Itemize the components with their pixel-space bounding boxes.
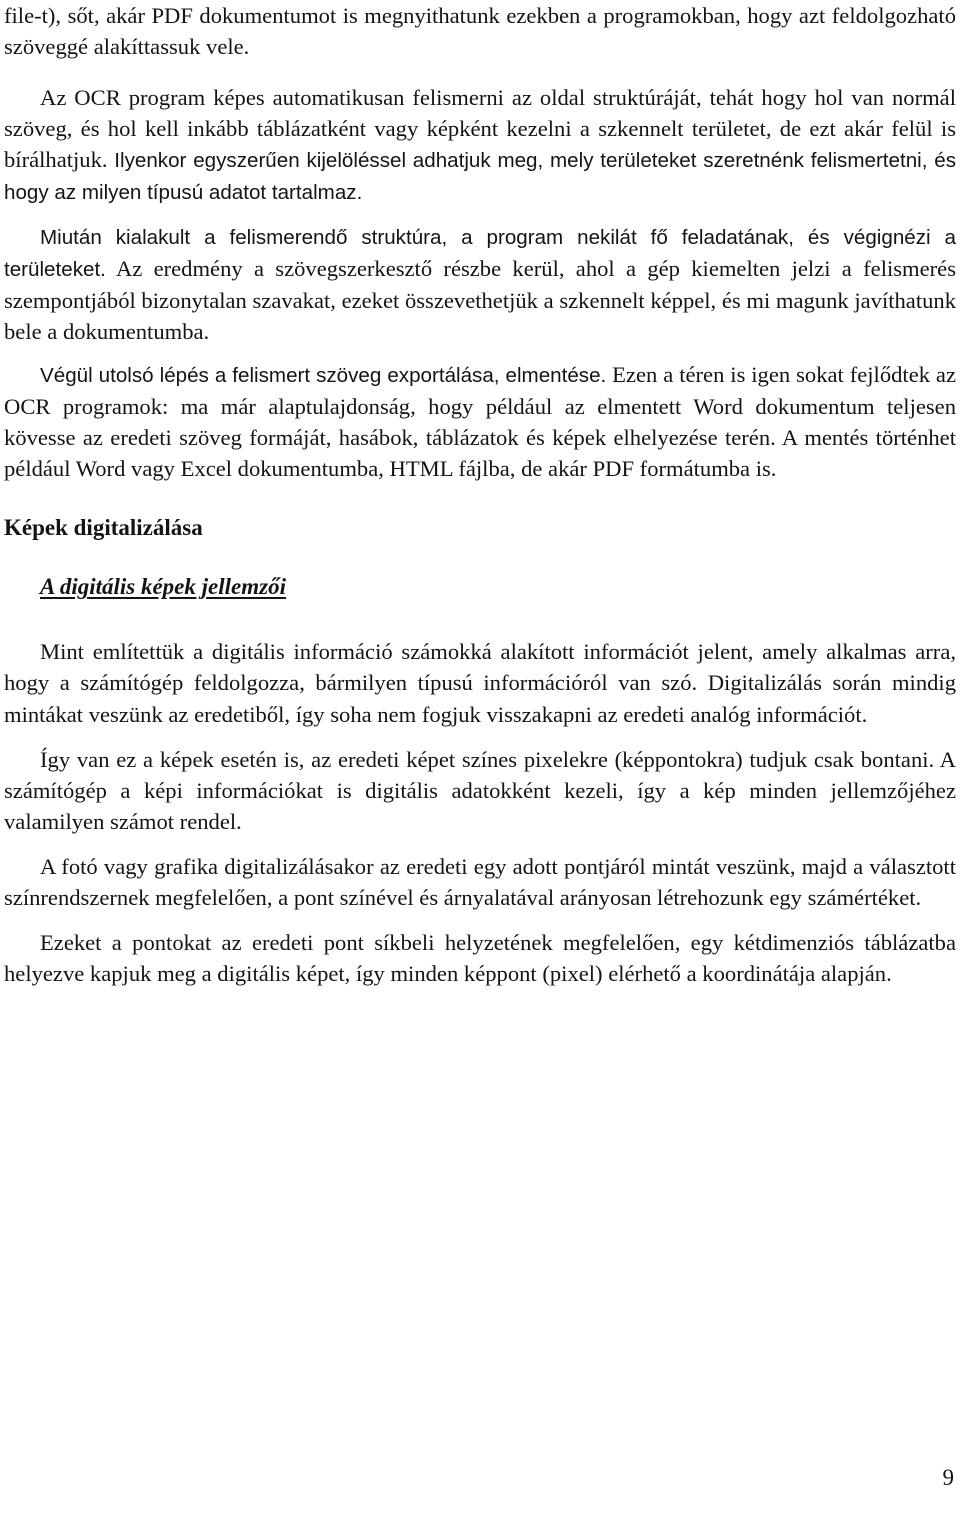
paragraph-text-sans: Ilyenkor egyszerűen kijelöléssel adhatjuk meg, mely területeket szeretnénk felismertetni, és hogy az milyen típusú adatot tartalmaz. <box>4 149 956 205</box>
paragraph-continuation <box>4 0 956 62</box>
paragraph-coordinates: Ezeket a pontokat az eredeti pont síkbeli helyzetének megfelelően, egy kétdimenziós táblázatba helyezve kapjuk meg a digitális képet, így minden képpont (pixel) elérhető a koordinátája alapján. <box>4 930 956 987</box>
paragraph-sampling: A fotó vagy grafika digitalizálásakor az eredeti egy adott pontjáról mintát veszünk, majd a választott színrendszernek megfelelően, a pont színével és árnyalatával arányosan létrehozunk egy számértéket. <box>4 853 956 910</box>
paragraph-text: file-t), sőt, akár PDF dokumentumot is megnyithatunk ezekben a programokban, hogy azt feldolgozható szöveggé alakíttassuk vele. <box>4 3 956 60</box>
paragraph-text: Ezen a téren is igen sokat fejlődtek az OCR programok: ma már alaptulajdonság, hogy például az elmentett Word dokumentum teljesen kövesse az eredeti szöveg formáját, hasábok, táblázatok és képek elhelyezése terén. A mentés történhet például Word vagy Excel dokumentumba, HTML fájlba, de akár PDF formátumba is. <box>4 361 956 482</box>
subsection-heading: A digitális képek jellemzői <box>40 574 286 600</box>
paragraph-ocr-structure <box>4 82 956 208</box>
paragraph-text-sans: Miután kialakult a felismerendő struktúra, a program nekilát fő feladatának, és végignézi a területeket. <box>4 225 956 281</box>
paragraph-text-sans: Végül utolsó lépés a felismert szöveg exportálása, elmentése. <box>40 363 607 387</box>
paragraph-pixels: Így van ez a képek esetén is, az eredeti képet színes pixelekre (képpontokra) tudjuk csak bontani. A számítógép a képi információkat is digitális adatokként kezeli, így a kép minden jellemzőjéhez valamilyen számot rendel. <box>4 746 956 834</box>
section-heading: Képek digitalizálása <box>4 515 203 541</box>
paragraph-ocr-process <box>4 221 956 347</box>
paragraph-ocr-export <box>4 359 956 484</box>
paragraph-text: Az OCR program képes automatikusan felismerni az oldal struktúráját, tehát hogy hol van normál szöveg, és hol kell inkább táblázatként vagy képként kezelni a szkennelt területet, de ezt akár felül is bírálhatjuk. <box>4 85 956 173</box>
page-content <box>4 0 956 989</box>
paragraph-digital-info: Mint említettük a digitális információ számokká alakított információt jelent, amely alkalmas arra, hogy a számítógép feldolgozza, bármilyen típusú információról van szó. Digitalizálás során mindig mintákat veszünk az eredetiből, így soha nem fogjuk visszakapni az eredeti analóg információt. <box>4 639 956 727</box>
page-number: 9 <box>942 1465 954 1490</box>
paragraph-text: Az eredmény a szövegszerkesztő részbe kerül, ahol a gép kiemelten jelzi a felismerés szempontjából bizonytalan szavakat, ezeket összevethetjük a szkennelt képpel, és mi magunk javíthatunk bele a dokumentumba. <box>4 255 956 344</box>
